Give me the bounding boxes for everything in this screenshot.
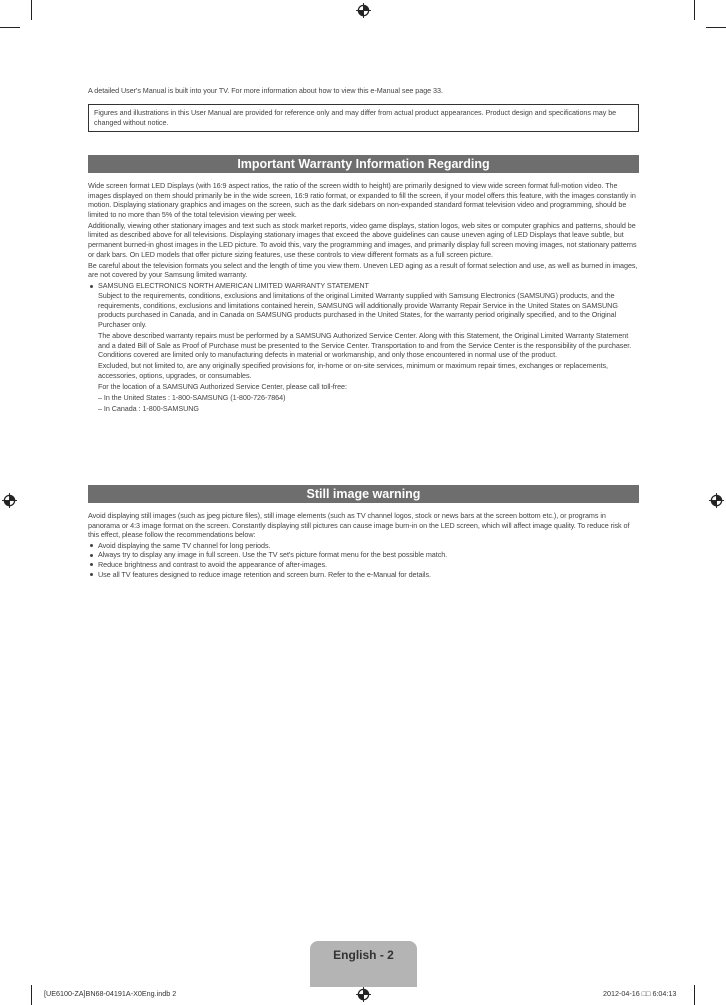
list-item: Always try to display any image in full screen. Use the TV set's picture format menu for the best possible match. xyxy=(88,550,638,560)
phone-canada: – In Canada : 1-800-SAMSUNG xyxy=(98,404,199,414)
file-name: [UE6100-ZA]BN68-04191A-X0Eng.indb 2 xyxy=(44,989,177,998)
print-timestamp: 2012-04-16 □□ 6:04:13 xyxy=(603,989,677,998)
crop-mark-top-left-v xyxy=(31,0,32,20)
still-image-paragraph: Avoid displaying still images (such as jpeg picture files), still image elements (such as TV channel logos, stock or news bars at the screen bottom etc.), or programs in panorama or 4:3 image format on the screen. Constantly displaying still pictures can cause image burn-in on the LED screen, which will affect image quality. To reduce risk of this effect, please follow the recommendations below: xyxy=(88,511,630,540)
registration-mark-icon xyxy=(709,493,724,508)
crop-mark-bottom-right-v xyxy=(694,985,695,1005)
warranty-statement-title: SAMSUNG ELECTRONICS NORTH AMERICAN LIMITED WARRANTY STATEMENT xyxy=(98,281,369,291)
warranty-paragraph: Additionally, viewing other stationary images and text such as stock market reports, video game displays, station logos, web sites or computer graphics and patterns, should be limited as described above for all televisions. Displaying stationary images that exceed the above guidelines can cause uneven aging of LED Displays that leave subtle, but permanent burned-in ghost images in the LED picture. To avoid this, vary the programming and images, and primarily display full screen moving images, not stationary patterns or dark bars. On LED models that offer picture sizing features, use these controls to view different formats as a full screen picture. xyxy=(88,220,637,259)
crop-mark-top-left-h xyxy=(0,27,20,28)
phone-us: – In the United States : 1-800-SAMSUNG (1-800-726-7864) xyxy=(98,392,286,402)
list-item: Avoid displaying the same TV channel for long periods. xyxy=(88,541,638,551)
warranty-statement-bullet xyxy=(88,281,638,413)
warranty-section-title: Important Warranty Information Regarding xyxy=(88,155,639,173)
crop-mark-bottom-left-v xyxy=(31,985,32,1005)
registration-mark-icon xyxy=(356,987,371,1002)
warranty-section-body xyxy=(88,181,638,414)
warranty-statement-paragraph: Subject to the requirements, conditions, exclusions and limitations of the original Limited Warranty supplied with Samsung Electronics (SAMSUNG) products, and the requirements, conditions, exclusions and limitations contained herein, SAMSUNG will additionally provide Warranty Repair Service in the United States on SAMSUNG products purchased in Canada, and in Canada on SAMSUNG products purchased in the United States, for the warranty period originally specified, and to the Original Purchaser only. xyxy=(98,291,618,329)
crop-mark-top-right-v xyxy=(694,0,695,20)
warranty-statement-paragraph: The above described warranty repairs must be performed by a SAMSUNG Authorized Service Center. Along with this Statement, the Original Limited Warranty Statement and a dated Bill of Sale as Proof of Purchase must be presented to the Service Center. Transportation to and from the Service Center is the responsibility of the purchaser. Conditions covered are limited only to manufacturing defects in material or workmanship, and only those encountered in normal use of the product. xyxy=(98,330,632,360)
list-item: Reduce brightness and contrast to avoid the appearance of after-images. xyxy=(88,560,638,570)
warranty-statement-paragraph: Excluded, but not limited to, are any originally specified provisions for, in-home or on-site services, minimum or maximum repair times, exchanges or replacements, accessories, options, upgrades, or consumables. xyxy=(98,361,608,380)
list-item: Use all TV features designed to reduce image retention and screen burn. Refer to the e-Manual for details. xyxy=(88,570,638,580)
warranty-paragraph: Be careful about the television formats you select and the length of time you view them. Uneven LED aging as a result of format selection and use, as well as burned in images, are not covered by your Samsung limited warranty. xyxy=(88,260,638,280)
registration-mark-icon xyxy=(356,3,371,18)
crop-mark-top-right-h xyxy=(706,27,726,28)
still-image-section-body xyxy=(88,511,638,579)
warranty-paragraph: Wide screen format LED Displays (with 16:9 aspect ratios, the ratio of the screen width to height) are primarily designed to view wide screen format full-motion video. The images displayed on them should primarily be in the wide screen, 16:9 ratio format, or expanded to fill the screen, if your model offers this feature, with the images constantly in motion. Displaying stationary graphics and images on the screen, such as the dark sidebars on non-expanded standard format television video and programming, should be limited to no more than 5% of the total television viewing per week. xyxy=(88,181,636,219)
registration-mark-icon xyxy=(2,493,17,508)
disclaimer-box xyxy=(88,104,639,132)
warranty-bullet-list xyxy=(88,281,638,413)
service-center-note: For the location of a SAMSUNG Authorized Service Center, please call toll-free: xyxy=(98,381,347,391)
manual-note: A detailed User's Manual is built into your TV. For more information about how to view this e-Manual see page 33. xyxy=(88,86,443,95)
disclaimer-text: Figures and illustrations in this User Manual are provided for reference only and may differ from actual product appearances. Product design and specifications may be changed without notice. xyxy=(94,108,617,127)
still-image-bullet-list xyxy=(88,541,638,579)
still-image-section-title: Still image warning xyxy=(88,485,639,503)
page-number-tab: English - 2 xyxy=(310,941,417,987)
